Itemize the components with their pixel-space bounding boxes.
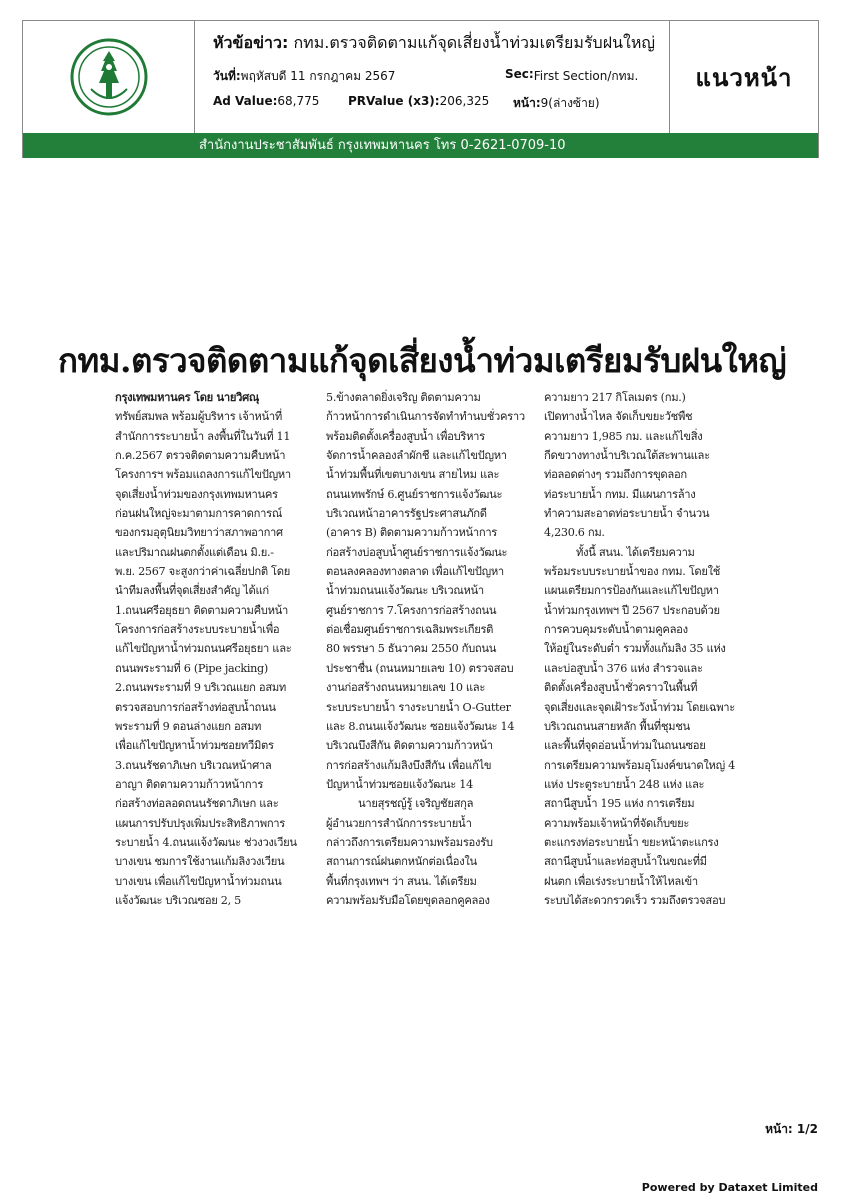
article-line: บางเขน ชมการใช้งานแก้มลิงวงเวียน [115, 855, 285, 869]
bma-seal-logo [69, 37, 149, 117]
article-line: นายสุรชญ์รู้ เจริญชัยสกุล [358, 797, 474, 811]
article-line: จัดการน้ำคลองลำผักชี และแก้ไขปัญหา [326, 449, 507, 463]
article-line: อาญา ติดตามความก้าวหน้าการ [115, 777, 264, 791]
article-line: กีดขวางทางน้ำบริเวณใต้สะพานและ [544, 449, 710, 463]
article-line: ทำความสะอาดท่อระบายน้ำ จำนวน [544, 507, 710, 521]
article-line: การเตรียมความพร้อมอุโมงค์ขนาดใหญ่ 4 [544, 758, 735, 772]
article-line: บางเขน เพื่อแก้ไขปัญหาน้ำท่วมถนน [115, 874, 282, 888]
date-row [213, 67, 669, 83]
article-column-3 [544, 388, 766, 910]
article-line: โครงการก่อสร้างระบบระบายน้ำเพื่อ [115, 623, 280, 637]
article-line: เปิดทางน้ำไหล จัดเก็บขยะวัชพืช [544, 410, 693, 424]
page-value: 9(ล่างซ้าย) [540, 96, 600, 110]
date-label: วันที่: [213, 69, 241, 83]
article-line: จุดเสี่ยงน้ำท่วมของกรุงเทพมหานคร [115, 487, 278, 501]
date-value: พฤหัสบดี 11 กรกฎาคม 2567 [240, 69, 396, 83]
article-line: โครงการฯ พร้อมแถลงการแก้ไขปัญหา [115, 468, 291, 482]
article-line: ความยาว 1,985 กม. และแก้ไขสิ่ง [544, 429, 703, 443]
article-line: ตอนลงคลองทางตลาด เพื่อแก้ไขปัญหา [326, 565, 504, 579]
bma-logo-cell [23, 21, 195, 133]
article-column-1 [115, 388, 333, 910]
article-line: ระบบระบายน้ำ รางระบายน้ำ O-Gutter [326, 700, 511, 714]
article-line: ก้าวหน้าการดำเนินการจัดทำทำนบชั่วคราว [326, 410, 525, 424]
article-line: พร้อมระบบระบายน้ำของ กทม. โดยใช้ [544, 565, 721, 579]
sec-label: Sec: [505, 67, 534, 81]
pr-value-label: PRValue (x3): [348, 94, 440, 108]
article-line: ติดตั้งเครื่องสูบน้ำชั่วคราวในพื้นที่ [544, 681, 698, 695]
article-line: พร้อมติดตั้งเครื่องสูบน้ำ เพื่อบริหาร [326, 429, 485, 443]
article-line: ก่อสร้างบ่อสูบน้ำศูนย์ราชการแจ้งวัฒนะ [326, 545, 508, 559]
article-line: 80 พรรษา 5 ธันวาคม 2550 กับถนน [326, 642, 497, 656]
article-line: น้ำท่วมกรุงเทพฯ ปี 2567 ประกอบด้วย [544, 603, 720, 617]
article-line: ศูนย์ราชการ 7.โครงการก่อสร้างถนน [326, 603, 497, 617]
article-line: และบ่อสูบน้ำ 376 แห่ง สำรวจและ [544, 661, 703, 675]
page-label: หน้า: [513, 96, 541, 110]
article-line: เพื่อแก้ไขปัญหาน้ำท่วมซอยทวีมิตร [115, 739, 274, 753]
article-line: ท่อระบายน้ำ กทม. มีแผนการล้าง [544, 487, 696, 501]
article-line: แผนการปรับปรุงเพิ่มประสิทธิภาพการ [115, 816, 285, 830]
article-line: ต่อเชื่อมศูนย์ราชการเฉลิมพระเกียรติ [326, 623, 494, 637]
article-line: ของกรมอุตุนิยมวิทยาว่าสภาพอากาศ [115, 526, 283, 540]
article-line: สถานีสูบน้ำ 195 แห่ง การเตรียม [544, 797, 695, 811]
article-line: ทรัพย์สมพล พร้อมผู้บริหาร เจ้าหน้าที่ [115, 410, 282, 424]
article-line: แห่ง ประตูระบายน้ำ 248 แห่ง และ [544, 777, 705, 791]
clipping-meta [195, 21, 670, 133]
article-line: 3.ถนนรัชดาภิเษก บริเวณหน้าศาล [115, 758, 272, 772]
headline-row [213, 31, 673, 56]
article-line: ฝนตก เพื่อเร่งระบายน้ำให้ไหลเข้า [544, 874, 698, 888]
article-line: ประชาชื่น (ถนนหมายเลข 10) ตรวจสอบ [326, 661, 514, 675]
article-line: พื้นที่กรุงเทพฯ ว่า สนน. ได้เตรียม [326, 874, 477, 888]
article-line: ทั้งนี้ สนน. ได้เตรียมความ [576, 545, 695, 559]
article-line: และปริมาณฝนตกตั้งแต่เดือน มิ.ย.- [115, 545, 274, 559]
article-line: งานก่อสร้างถนนหมายเลข 10 และ [326, 681, 486, 695]
ad-value: 68,775 [277, 94, 320, 108]
publication-name: แนวหน้า [695, 63, 793, 92]
article-line: น้ำท่วมพื้นที่เขตบางเขน สายไหม และ [326, 468, 500, 482]
article-title: กทม.ตรวจติดตามแก้จุดเสี่ยงน้ำท่วมเตรียมรับฝนใหญ่ [58, 341, 787, 380]
article-line: สำนักการระบายน้ำ ลงพื้นที่ในวันที่ 11 [115, 429, 291, 443]
article-line: ความพร้อมเจ้าหน้าที่จัดเก็บขยะ [544, 816, 690, 830]
article-line: ความยาว 217 กิโลเมตร (กม.) [544, 391, 686, 404]
article-line: สถานการณ์ฝนตกหนักต่อเนื่องใน [326, 855, 477, 869]
clipping-header [22, 20, 819, 158]
page-number: หน้า: 1/2 [765, 1122, 818, 1136]
article-line: น้ำท่วมถนนแจ้งวัฒนะ บริเวณหน้า [326, 584, 484, 598]
article-line: 4,230.6 กม. [544, 526, 605, 540]
article-line: 2.ถนนพระรามที่ 9 บริเวณแยก อสมท [115, 681, 286, 695]
article-line: แก้ไขปัญหาน้ำท่วมถนนศรีอยุธยา และ [115, 642, 292, 656]
article-line: บริเวณหน้าอาคารรัฐประศาสนภักดี [326, 507, 487, 521]
article-line: แผนเตรียมการป้องกันและแก้ไขปัญหา [544, 584, 719, 598]
article-line: ท่อลอดต่างๆ รวมถึงการขุดลอก [544, 468, 687, 482]
article-line: (อาคาร B) ติดตามความก้าวหน้าการ [326, 526, 498, 540]
article-line: กล่าวถึงการเตรียมความพร้อมรองรับ [326, 835, 493, 849]
pr-value: 206,325 [439, 94, 490, 108]
article-line: พระรามที่ 9 ตอนล่างแยก อสมท [115, 719, 262, 733]
article-line: ถนนพระรามที่ 6 (Pipe jacking) [115, 661, 268, 675]
article-line: บริเวณบึงสีกัน ติดตามความก้าวหน้า [326, 739, 493, 753]
article-line: ถนนเทพรักษ์ 6.ศูนย์ราชการแจ้งวัฒนะ [326, 487, 503, 501]
headline-text: กทม.ตรวจติดตามแก้จุดเสี่ยงน้ำท่วมเตรียมรับฝนใหญ่ [293, 33, 656, 52]
article-line: ก.ค.2567 ตรวจติดตามความคืบหน้า [115, 449, 286, 463]
article-line: นำทีมลงพื้นที่จุดเสี่ยงสำคัญ ได้แก่ [115, 584, 269, 598]
article-line: ก่อนฝนใหญ่จะมาตามการคาดการณ์ [115, 507, 282, 521]
article-line: การก่อสร้างแก้มลิงบึงสีกัน เพื่อแก้ไข [326, 758, 492, 772]
sec-value: First Section/กทม. [533, 69, 639, 83]
article-line: และพื้นที่จุดอ่อนน้ำท่วมในถนนซอย [544, 739, 706, 753]
article-line: ตรวจสอบการก่อสร้างท่อสูบน้ำถนน [115, 700, 276, 714]
article-line: ก่อสร้างท่อลอดถนนรัชดาภิเษก และ [115, 797, 279, 811]
headline-label: หัวข้อข่าว: [213, 33, 289, 52]
article-line: ให้อยู่ในระดับต่ำ รวมทั้งแก้มลิง 35 แห่ง [544, 642, 726, 656]
article-line: จุดเสี่ยงและจุดเฝ้าระวังน้ำท่วม โดยเฉพาะ [544, 700, 735, 714]
article-line: พ.ย. 2567 จะสูงกว่าค่าเฉลี่ยปกติ โดย [115, 565, 290, 579]
article-line: 1.ถนนศรีอยุธยา ติดตามความคืบหน้า [115, 603, 289, 617]
article-line: ผู้อำนวยการสำนักการระบายน้ำ [326, 816, 472, 830]
article-column-2 [326, 388, 546, 910]
article-line: แจ้งวัฒนะ บริเวณซอย 2, 5 [115, 893, 241, 907]
article-line: 5.ข้างตลาดยิ่งเจริญ ติดตามความ [326, 391, 481, 404]
article-line: สถานีสูบน้ำและท่อสูบน้ำในขณะที่มี [544, 855, 707, 869]
ad-value-label: Ad Value: [213, 94, 278, 108]
office-contact-bar: สำนักงานประชาสัมพันธ์ กรุงเทพมหานคร โทร 0-2621-0709-10 [23, 133, 818, 158]
article-line: ความพร้อมรับมือโดยขุดลอกคูคลอง [326, 893, 490, 907]
article-line: การควบคุมระดับน้ำตามคูคลอง [544, 623, 688, 637]
article-line: และ 8.ถนนแจ้งวัฒนะ ซอยแจ้งวัฒนะ 14 [326, 719, 515, 733]
article-line: ปัญหาน้ำท่วมซอยแจ้งวัฒนะ 14 [326, 777, 473, 791]
value-row [213, 94, 669, 110]
powered-by: Powered by Dataxet Limited [641, 1181, 818, 1194]
article-line: ตะแกรงท่อระบายน้ำ ขยะหน้าตะแกรง [544, 835, 719, 849]
article-line: บริเวณถนนสายหลัก พื้นที่ชุมชน [544, 719, 690, 733]
article-line: ระบายน้ำ 4.ถนนแจ้งวัฒนะ ช่วงวงเวียน [115, 835, 297, 849]
article-line: กรุงเทพมหานคร โดย นายวิศณุ [115, 390, 259, 404]
article-line: ระบบได้สะดวกรวดเร็ว รวมถึงตรวจสอบ [544, 893, 726, 907]
